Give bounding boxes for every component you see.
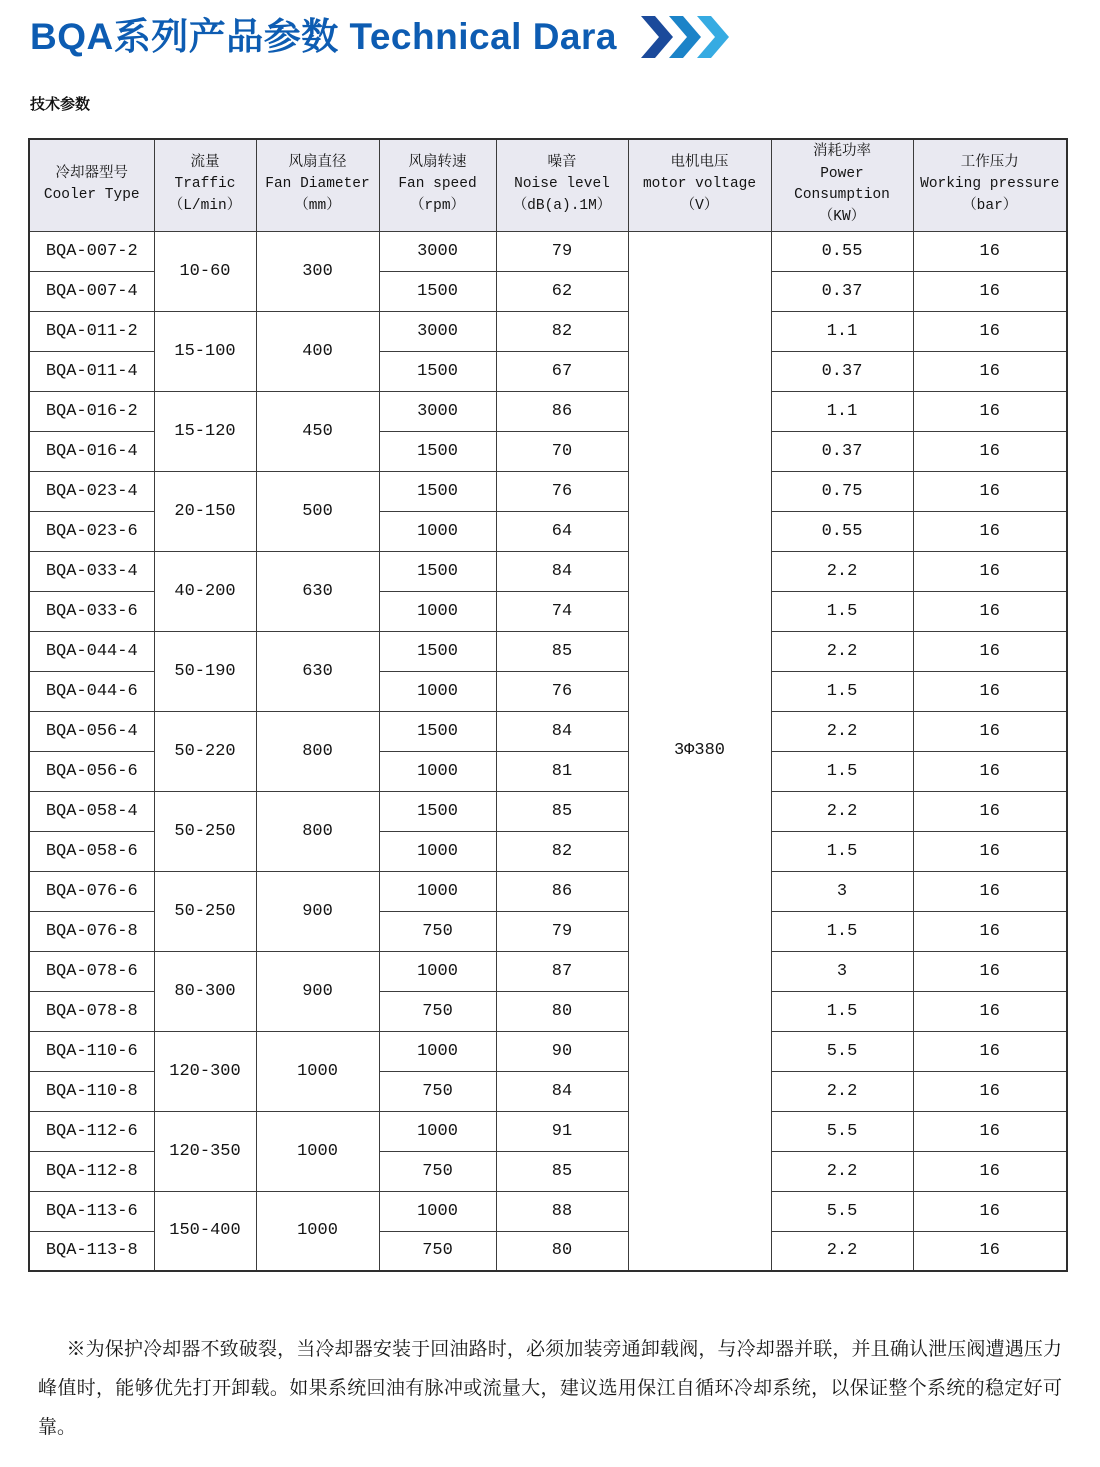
- pressure-cell: 16: [913, 471, 1067, 511]
- noise-cell: 74: [496, 591, 628, 631]
- fan-speed-cell: 3000: [379, 231, 496, 271]
- chevron-3-icon: [697, 16, 729, 58]
- fan-diameter-cell: 1000: [256, 1111, 379, 1191]
- col-header-line: 风扇转速: [408, 154, 467, 171]
- col-header-line: 风扇直径: [288, 154, 347, 171]
- power-cell: 1.5: [771, 591, 913, 631]
- pressure-cell: 16: [913, 991, 1067, 1031]
- power-cell: 2.2: [771, 631, 913, 671]
- col-header-line: （V）: [680, 198, 719, 215]
- col-header-5: [628, 139, 771, 231]
- power-cell: 0.55: [771, 231, 913, 271]
- noise-cell: 85: [496, 791, 628, 831]
- fan-speed-cell: 1000: [379, 591, 496, 631]
- table-header-row: [29, 139, 1067, 231]
- noise-cell: 86: [496, 391, 628, 431]
- fan-diameter-cell: 800: [256, 711, 379, 791]
- traffic-cell: 15-120: [154, 391, 256, 471]
- table-row: [29, 631, 1067, 671]
- model-cell: BQA-044-6: [29, 671, 154, 711]
- fan-diameter-cell: 300: [256, 231, 379, 311]
- fan-speed-cell: 1500: [379, 351, 496, 391]
- fan-speed-cell: 1500: [379, 271, 496, 311]
- fan-speed-cell: 3000: [379, 391, 496, 431]
- col-header-line: （mm）: [294, 198, 341, 215]
- model-cell: BQA-058-4: [29, 791, 154, 831]
- power-cell: 0.37: [771, 271, 913, 311]
- noise-cell: 87: [496, 951, 628, 991]
- model-cell: BQA-078-6: [29, 951, 154, 991]
- pressure-cell: 16: [913, 1231, 1067, 1271]
- pressure-cell: 16: [913, 631, 1067, 671]
- page-header: [0, 0, 1100, 63]
- power-cell: 0.37: [771, 351, 913, 391]
- noise-cell: 91: [496, 1111, 628, 1151]
- col-header-line: Working pressure: [920, 176, 1060, 193]
- fan-speed-cell: 1500: [379, 791, 496, 831]
- fan-speed-cell: 3000: [379, 311, 496, 351]
- pressure-cell: 16: [913, 911, 1067, 951]
- col-header-4: [496, 139, 628, 231]
- model-cell: BQA-078-8: [29, 991, 154, 1031]
- model-cell: BQA-113-6: [29, 1191, 154, 1231]
- fan-diameter-cell: 1000: [256, 1191, 379, 1271]
- power-cell: 2.2: [771, 1231, 913, 1271]
- noise-cell: 70: [496, 431, 628, 471]
- model-cell: BQA-113-8: [29, 1231, 154, 1271]
- power-cell: 2.2: [771, 791, 913, 831]
- col-header-line: 工作压力: [960, 154, 1019, 171]
- pressure-cell: 16: [913, 271, 1067, 311]
- fan-diameter-cell: 630: [256, 551, 379, 631]
- fan-speed-cell: 750: [379, 1231, 496, 1271]
- noise-cell: 81: [496, 751, 628, 791]
- col-header-line: （L/min）: [168, 198, 242, 215]
- model-cell: BQA-033-6: [29, 591, 154, 631]
- fan-speed-cell: 1000: [379, 671, 496, 711]
- col-header-line: 消耗功率: [813, 143, 871, 160]
- power-cell: 5.5: [771, 1031, 913, 1071]
- table-row: [29, 391, 1067, 431]
- col-header-line: （bar）: [962, 198, 1018, 215]
- traffic-cell: 10-60: [154, 231, 256, 311]
- noise-cell: 90: [496, 1031, 628, 1071]
- col-header-line: 冷却器型号: [55, 165, 128, 182]
- fan-speed-cell: 750: [379, 991, 496, 1031]
- fan-diameter-cell: 450: [256, 391, 379, 471]
- table-row: [29, 231, 1067, 271]
- power-cell: 1.1: [771, 311, 913, 351]
- col-header-line: Consumption: [794, 187, 890, 204]
- page-title: BQA系列产品参数 Technical Dara: [30, 16, 617, 58]
- fan-speed-cell: 1500: [379, 551, 496, 591]
- table-body: [29, 231, 1067, 1271]
- table-row: [29, 311, 1067, 351]
- col-header-line: Power: [820, 165, 864, 182]
- table-row: [29, 471, 1067, 511]
- table-row: [29, 711, 1067, 751]
- fan-speed-cell: 1000: [379, 751, 496, 791]
- fan-diameter-cell: 400: [256, 311, 379, 391]
- pressure-cell: 16: [913, 831, 1067, 871]
- traffic-cell: 50-250: [154, 871, 256, 951]
- col-header-line: Fan speed: [398, 176, 477, 193]
- col-header-line: motor voltage: [642, 176, 757, 193]
- col-header-line: Noise level: [514, 176, 610, 193]
- col-header-line: （rpm）: [409, 198, 466, 215]
- fan-diameter-cell: 900: [256, 871, 379, 951]
- power-cell: 1.5: [771, 911, 913, 951]
- col-header-line: （KW）: [818, 209, 866, 225]
- model-cell: BQA-056-6: [29, 751, 154, 791]
- traffic-cell: 15-100: [154, 311, 256, 391]
- col-header-line: （dB(a).1M）: [512, 198, 612, 215]
- col-header-7: [913, 139, 1067, 231]
- noise-cell: 86: [496, 871, 628, 911]
- model-cell: BQA-016-4: [29, 431, 154, 471]
- col-header-6: [771, 139, 913, 231]
- pressure-cell: 16: [913, 791, 1067, 831]
- model-cell: BQA-007-2: [29, 231, 154, 271]
- pressure-cell: 16: [913, 671, 1067, 711]
- fan-speed-cell: 1000: [379, 831, 496, 871]
- noise-cell: 88: [496, 1191, 628, 1231]
- pressure-cell: 16: [913, 951, 1067, 991]
- fan-speed-cell: 1500: [379, 431, 496, 471]
- pressure-cell: 16: [913, 1191, 1067, 1231]
- pressure-cell: 16: [913, 311, 1067, 351]
- model-cell: BQA-110-6: [29, 1031, 154, 1071]
- power-cell: 1.5: [771, 991, 913, 1031]
- noise-cell: 76: [496, 471, 628, 511]
- noise-cell: 84: [496, 1071, 628, 1111]
- noise-cell: 80: [496, 991, 628, 1031]
- power-cell: 2.2: [771, 1151, 913, 1191]
- table-row: [29, 871, 1067, 911]
- model-cell: BQA-112-8: [29, 1151, 154, 1191]
- fan-speed-cell: 1000: [379, 1111, 496, 1151]
- noise-cell: 85: [496, 631, 628, 671]
- traffic-cell: 80-300: [154, 951, 256, 1031]
- technical-data-table: [28, 138, 1068, 1272]
- traffic-cell: 150-400: [154, 1191, 256, 1271]
- traffic-cell: 20-150: [154, 471, 256, 551]
- power-cell: 3: [771, 871, 913, 911]
- model-cell: BQA-023-4: [29, 471, 154, 511]
- pressure-cell: 16: [913, 431, 1067, 471]
- pressure-cell: 16: [913, 551, 1067, 591]
- power-cell: 2.2: [771, 711, 913, 751]
- fan-speed-cell: 1000: [379, 951, 496, 991]
- col-header-line: Fan Diameter: [265, 176, 370, 193]
- model-cell: BQA-023-6: [29, 511, 154, 551]
- fan-diameter-cell: 1000: [256, 1031, 379, 1111]
- col-header-2: [256, 139, 379, 231]
- fan-speed-cell: 750: [379, 1151, 496, 1191]
- pressure-cell: 16: [913, 751, 1067, 791]
- pressure-cell: 16: [913, 1111, 1067, 1151]
- model-cell: BQA-044-4: [29, 631, 154, 671]
- traffic-cell: 50-250: [154, 791, 256, 871]
- fan-speed-cell: 1500: [379, 471, 496, 511]
- col-header-line: Cooler Type: [43, 187, 140, 204]
- power-cell: 1.5: [771, 751, 913, 791]
- model-cell: BQA-011-2: [29, 311, 154, 351]
- col-header-0: [29, 139, 154, 231]
- power-cell: 2.2: [771, 1071, 913, 1111]
- table-row: [29, 1031, 1067, 1071]
- noise-cell: 79: [496, 231, 628, 271]
- power-cell: 1.1: [771, 391, 913, 431]
- model-cell: BQA-007-4: [29, 271, 154, 311]
- power-cell: 5.5: [771, 1191, 913, 1231]
- pressure-cell: 16: [913, 391, 1067, 431]
- power-cell: 5.5: [771, 1111, 913, 1151]
- model-cell: BQA-016-2: [29, 391, 154, 431]
- model-cell: BQA-058-6: [29, 831, 154, 871]
- model-cell: BQA-033-4: [29, 551, 154, 591]
- table-row: [29, 791, 1067, 831]
- power-cell: 1.5: [771, 831, 913, 871]
- fan-diameter-cell: 800: [256, 791, 379, 871]
- power-cell: 1.5: [771, 671, 913, 711]
- pressure-cell: 16: [913, 511, 1067, 551]
- traffic-cell: 120-300: [154, 1031, 256, 1111]
- model-cell: BQA-011-4: [29, 351, 154, 391]
- col-header-1: [154, 139, 256, 231]
- table-header: [29, 139, 1067, 231]
- col-header-line: Traffic: [174, 176, 236, 193]
- pressure-cell: 16: [913, 351, 1067, 391]
- footnote: ※为保护冷却器不致破裂，当冷却器安装于回油路时，必须加装旁通卸载阀，与冷却器并联，并且确认泄压阀遭遇压力峰值时，能够优先打开卸载。如果系统回油有脉冲或流量大，建议选用保江自循环冷却系统，以保证整个系统的稳定好可靠。: [38, 1338, 1062, 1438]
- noise-cell: 84: [496, 551, 628, 591]
- col-header-3: [379, 139, 496, 231]
- power-cell: 0.37: [771, 431, 913, 471]
- motor-voltage-cell: 3Φ380: [628, 231, 771, 1271]
- chevron-2-icon: [669, 16, 701, 58]
- fan-speed-cell: 750: [379, 1071, 496, 1111]
- fan-speed-cell: 1000: [379, 1191, 496, 1231]
- fan-speed-cell: 1500: [379, 711, 496, 751]
- pressure-cell: 16: [913, 871, 1067, 911]
- traffic-cell: 50-190: [154, 631, 256, 711]
- table-row: [29, 951, 1067, 991]
- noise-cell: 82: [496, 831, 628, 871]
- model-cell: BQA-056-4: [29, 711, 154, 751]
- power-cell: 2.2: [771, 551, 913, 591]
- fan-speed-cell: 1000: [379, 511, 496, 551]
- pressure-cell: 16: [913, 1031, 1067, 1071]
- model-cell: BQA-112-6: [29, 1111, 154, 1151]
- traffic-cell: 40-200: [154, 551, 256, 631]
- power-cell: 3: [771, 951, 913, 991]
- noise-cell: 84: [496, 711, 628, 751]
- table-row: [29, 551, 1067, 591]
- traffic-cell: 120-350: [154, 1111, 256, 1191]
- noise-cell: 85: [496, 1151, 628, 1191]
- section-label: 技术参数: [30, 95, 91, 113]
- noise-cell: 76: [496, 671, 628, 711]
- table-row: [29, 1191, 1067, 1231]
- pressure-cell: 16: [913, 1151, 1067, 1191]
- noise-cell: 62: [496, 271, 628, 311]
- traffic-cell: 50-220: [154, 711, 256, 791]
- model-cell: BQA-076-8: [29, 911, 154, 951]
- fan-diameter-cell: 630: [256, 631, 379, 711]
- pressure-cell: 16: [913, 231, 1067, 271]
- pressure-cell: 16: [913, 591, 1067, 631]
- col-header-line: 电机电压: [670, 154, 729, 171]
- noise-cell: 67: [496, 351, 628, 391]
- pressure-cell: 16: [913, 711, 1067, 751]
- power-cell: 0.55: [771, 511, 913, 551]
- fan-speed-cell: 750: [379, 911, 496, 951]
- table-row: [29, 1111, 1067, 1151]
- fan-speed-cell: 1500: [379, 631, 496, 671]
- fan-diameter-cell: 500: [256, 471, 379, 551]
- fan-diameter-cell: 900: [256, 951, 379, 1031]
- model-cell: BQA-076-6: [29, 871, 154, 911]
- noise-cell: 79: [496, 911, 628, 951]
- noise-cell: 80: [496, 1231, 628, 1271]
- triple-chevron-icon: [637, 16, 733, 63]
- fan-speed-cell: 1000: [379, 1031, 496, 1071]
- power-cell: 0.75: [771, 471, 913, 511]
- noise-cell: 64: [496, 511, 628, 551]
- fan-speed-cell: 1000: [379, 871, 496, 911]
- col-header-line: 流量: [190, 154, 220, 171]
- col-header-line: 噪音: [547, 154, 577, 171]
- model-cell: BQA-110-8: [29, 1071, 154, 1111]
- chevron-1-icon: [641, 16, 673, 58]
- pressure-cell: 16: [913, 1071, 1067, 1111]
- noise-cell: 82: [496, 311, 628, 351]
